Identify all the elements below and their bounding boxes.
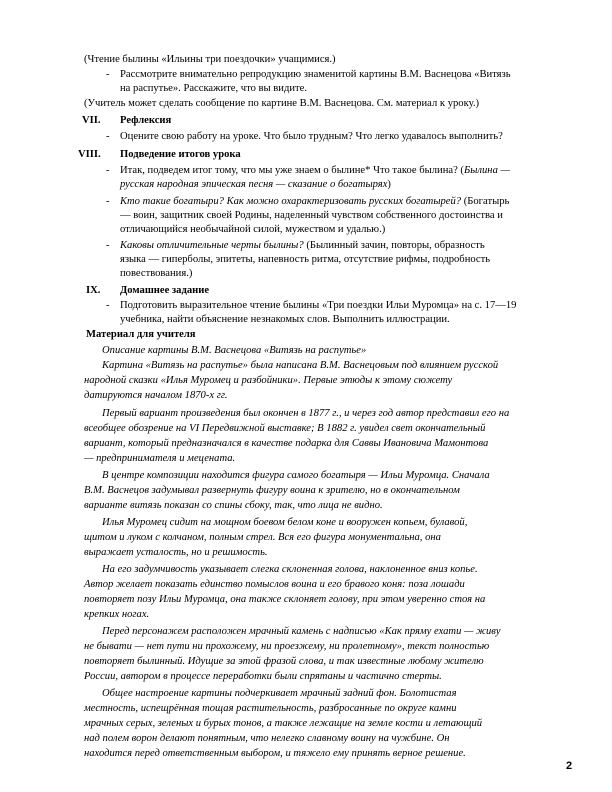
- text-run: Итак, подведем итог тому, что мы уже знаем о былине* Что такое былина? (: [120, 165, 464, 176]
- text-line: Илья Муромец сидит на мощном боевом белом коне и вооружен копьем, булавой,: [102, 517, 468, 528]
- text-line: варианте витязь показан со спины сбоку, так, что лица не видно.: [84, 500, 383, 511]
- text-line: языка — гиперболы, эпитеты, напевность ритма, отсутствие рифмы, подробность: [120, 254, 491, 265]
- text-run-italic: Былина —: [463, 165, 510, 176]
- bullet-dash: -: [106, 240, 110, 251]
- text-line: датируются началом 1870-х гг.: [84, 390, 228, 401]
- text-line: На его задумчивость указывает слегка склоненная голова, наклоненное вниз копье.: [102, 564, 478, 575]
- text-line: крепких ногах.: [84, 609, 150, 620]
- text-line: Первый вариант произведения был окончен в 1877 г., и через год автор представил его на: [102, 408, 510, 419]
- text-line: России, автором в процессе переработки были спрятаны и частично стерты.: [84, 671, 442, 682]
- section-number: VIII.: [78, 149, 101, 160]
- text-line: (Учитель может сделать сообщение по картине В.М. Васнецова. См. материал к уроку.): [84, 98, 479, 109]
- text-line: — воин, защитник своей Родины, наделенный чувством собственного достоинства и: [120, 210, 503, 221]
- text-line: — предпринимателя и мецената.: [84, 453, 236, 464]
- text-run: (Богатырь: [463, 196, 510, 207]
- text-line: повторяет позу Ильи Муромца, она также склоняет голову, при этом уверенно стоя на: [84, 594, 486, 605]
- section-number: IX.: [86, 285, 101, 296]
- bullet-dash: -: [106, 300, 110, 311]
- text-line: [120, 178, 391, 191]
- text-line: (Чтение былины «Ильины три поездочки» учащимися.): [84, 54, 336, 65]
- material-heading: Материал для учителя: [86, 329, 196, 340]
- text-line: народной сказки «Илья Муромец и разбойники». Первые этюды к этому сюжету: [84, 375, 453, 386]
- text-line: Перед персонажем расположен мрачный камень с надписью «Как пряму ехати — живу: [102, 626, 501, 637]
- text-line: местность, испещрённая тощая растительность, разбросанные по округе камни: [84, 703, 457, 714]
- text-run: (Былинный зачин, повторы, образность: [306, 240, 485, 251]
- text-line: [120, 195, 509, 208]
- text-line: на распутье». Расскажите, что вы видите.: [120, 83, 307, 94]
- bullet-dash: -: [106, 165, 110, 176]
- text-line: отличающийся необычайной силой, мужеством и удалью.): [120, 224, 386, 235]
- text-line: не бывати — нет пути ни прохожему, ни проезжему, ни пролетному», текст полностью: [84, 641, 490, 652]
- bullet-dash: -: [106, 196, 110, 207]
- section-heading: Домашнее задание: [120, 285, 210, 296]
- text-line: [120, 239, 485, 252]
- text-line: Автор желает показать единство помыслов воина и его бравого коня: поза лошади: [84, 579, 465, 590]
- page-number: 2: [566, 760, 573, 772]
- text-line: Подготовить выразительное чтение былины «Три поездки Ильи Муромца» на с. 17—19: [120, 300, 517, 311]
- text-line: повторяет былинный. Идущие за этой фразой слова, и так известные любому жителю: [84, 656, 484, 667]
- text-line: выражает усталость, но и решимость.: [84, 547, 268, 558]
- section-number: VII.: [82, 115, 101, 126]
- bullet-dash: -: [106, 131, 110, 142]
- text-line: мрачных серых, зеленых и бурых тонов, а также лежащие на земле кости и летающий: [84, 718, 483, 729]
- text-line: В.М. Васнецов задумывал развернуть фигуру воина к зрителю, но в окончательном: [84, 485, 460, 496]
- section-heading: Рефлексия: [120, 115, 172, 126]
- section-heading: Подведение итогов урока: [120, 149, 241, 160]
- text-line: находится перед ответственным выбором, и тяжело ему принять верное решение.: [84, 748, 466, 759]
- text-run: ): [387, 179, 391, 190]
- text-line: вариант, который предназначался в качестве подарка для Саввы Ивановича Мамонтова: [84, 438, 489, 449]
- text-line: Описание картины В.М. Васнецова «Витязь на распутье»: [102, 345, 367, 356]
- text-line: всеобщее обозрение на VI Передвижной выставке; В 1882 г. увидел свет окончательный: [84, 423, 486, 434]
- text-line: щитом и луком с колчаном, полным стрел. Вся его фигура монументальна, она: [84, 532, 441, 543]
- text-run-italic: русская народная эпическая песня — сказание о богатырях: [120, 179, 388, 190]
- text-line: Картина «Витязь на распутье» была написана В.М. Васнецовым под влиянием русской: [102, 360, 499, 371]
- text-line: [120, 164, 510, 177]
- bullet-dash: -: [106, 69, 110, 80]
- text-line: Оцените свою работу на уроке. Что было трудным? Что легко удавалось выполнить?: [120, 131, 503, 142]
- text-run-italic: Кто такие богатыри? Как можно охарактеризовать русских богатырей?: [120, 196, 462, 207]
- text-line: В центре композиции находится фигура самого богатыря — Ильи Муромца. Сначала: [102, 470, 490, 481]
- text-line: над полем ворон делают понятным, что нелегко славному воину на чужбине. Он: [84, 733, 450, 744]
- text-line: Общее настроение картины подчеркивает мрачный задний фон. Болотистая: [102, 688, 457, 699]
- text-run-italic: Каковы отличительные черты былины?: [120, 240, 304, 251]
- text-line: повествования.): [120, 268, 193, 279]
- text-line: учебника, найти объяснение незнакомых слов. Выполнить иллюстрации.: [120, 314, 450, 325]
- text-line: Рассмотрите внимательно репродукцию знаменитой картины В.М. Васнецова «Витязь: [120, 69, 511, 80]
